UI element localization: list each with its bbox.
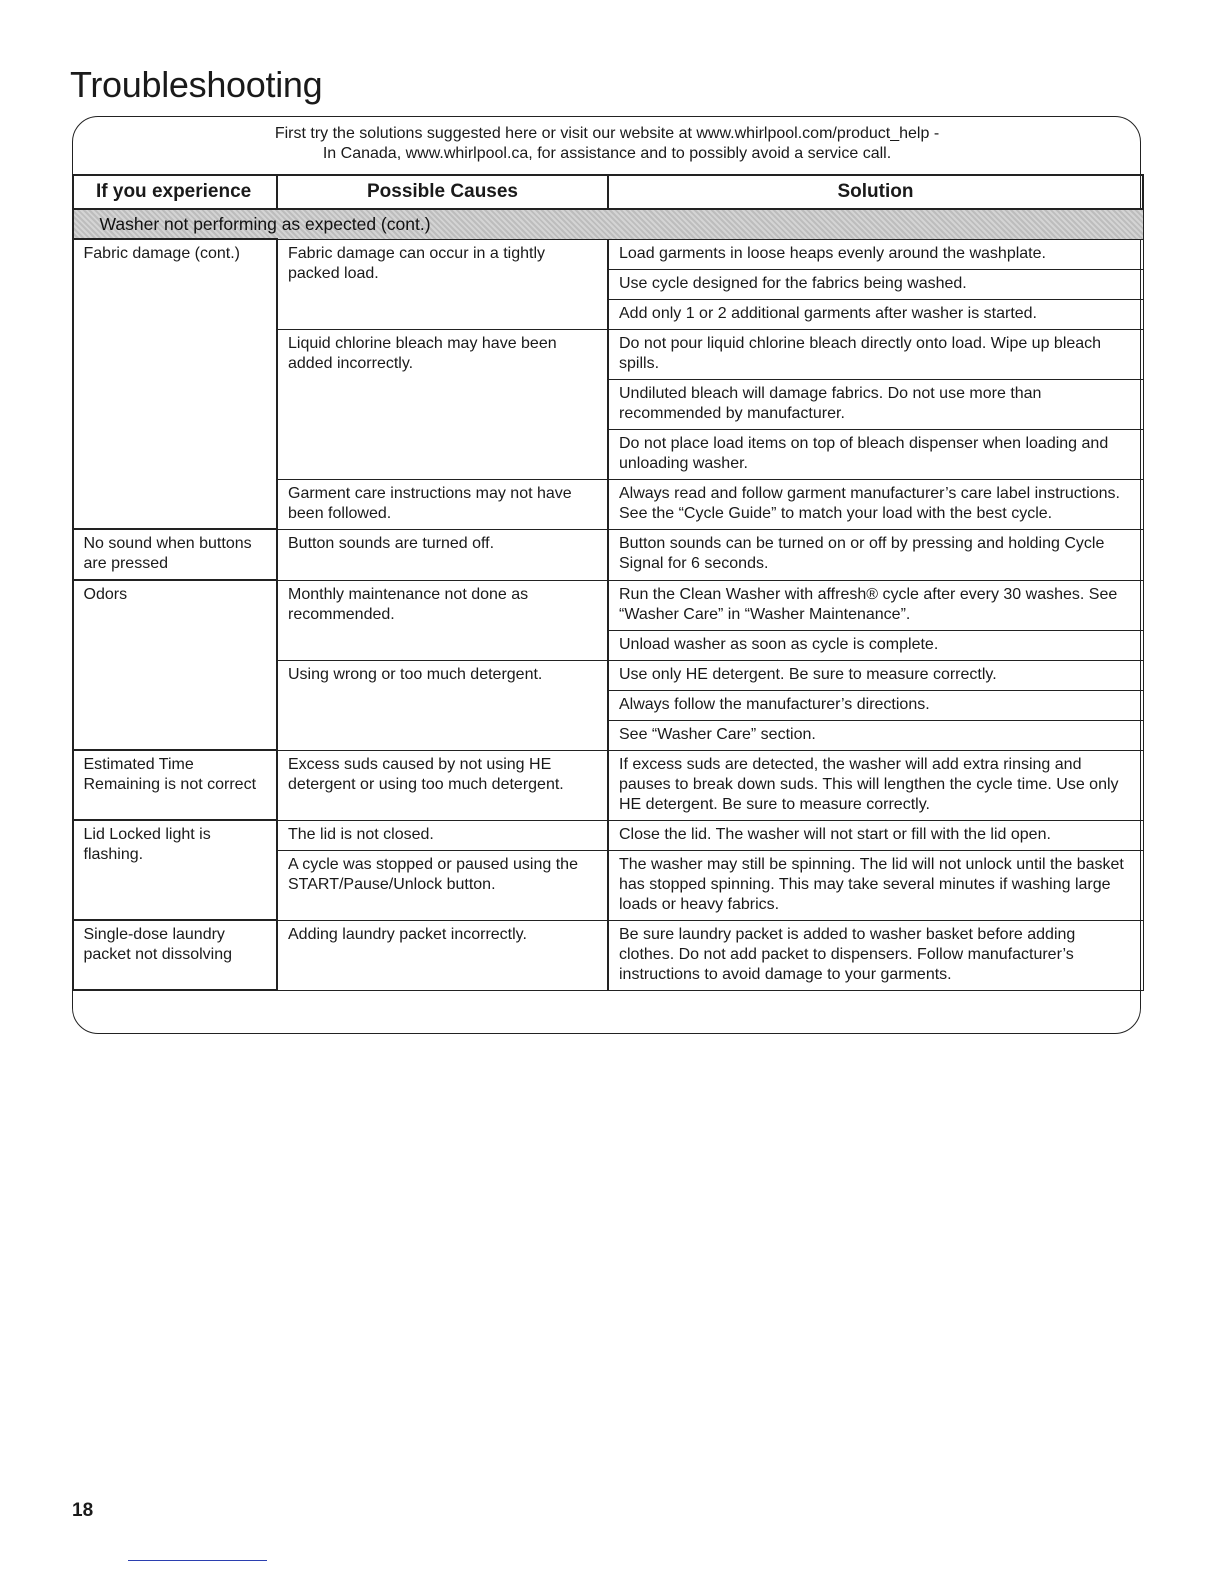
solution-cell: See “Washer Care” section. <box>608 720 1143 750</box>
table-row <box>73 239 1143 269</box>
solution-cell: Close the lid. The washer will not start or fill with the lid open. <box>608 820 1143 850</box>
header-cause: Possible Causes <box>277 175 608 209</box>
cause-cell: Adding laundry packet incorrectly. <box>277 920 608 990</box>
cause-cell: Liquid chlorine bleach may have been added incorrectly. <box>277 329 608 479</box>
solution-cell: Always read and follow garment manufacturer’s care label instructions. See the “Cycle Guide” to match your load with the best cycle. <box>608 479 1143 529</box>
cause-cell: Garment care instructions may not have been followed. <box>277 479 608 529</box>
intro-text <box>74 124 1140 164</box>
solution-cell: Add only 1 or 2 additional garments after washer is started. <box>608 299 1143 329</box>
page-title: Troubleshooting <box>70 64 323 105</box>
header-row <box>73 175 1143 209</box>
solution-cell: Button sounds can be turned on or off by pressing and holding Cycle Signal for 6 seconds. <box>608 529 1143 580</box>
problem-cell: Estimated Time Remaining is not correct <box>73 750 277 820</box>
solution-cell: Unload washer as soon as cycle is complete. <box>608 630 1143 660</box>
table-row <box>73 529 1143 580</box>
solution-cell: Undiluted bleach will damage fabrics. Do not use more than recommended by manufacturer. <box>608 379 1143 429</box>
section-row <box>73 209 1143 239</box>
solution-cell: Do not pour liquid chlorine bleach directly onto load. Wipe up bleach spills. <box>608 329 1143 379</box>
intro-line-1: First try the solutions suggested here or visit our website at www.whirlpool.com/product_help - <box>274 125 940 142</box>
troubleshooting-table <box>72 174 1144 991</box>
solution-cell: Use only HE detergent. Be sure to measure correctly. <box>608 660 1143 690</box>
table-row <box>73 820 1143 850</box>
intro-line-2: In Canada, www.whirlpool.ca, for assistance and to possibly avoid a service call. <box>322 145 892 162</box>
cause-cell: A cycle was stopped or paused using the START/Pause/Unlock button. <box>277 850 608 920</box>
cause-cell: Using wrong or too much detergent. <box>277 660 608 750</box>
problem-cell: Fabric damage (cont.) <box>73 239 277 529</box>
cause-cell: Button sounds are turned off. <box>277 529 608 580</box>
solution-cell: Run the Clean Washer with affresh® cycle after every 30 washes. See “Washer Care” in “Washer Maintenance”. <box>608 580 1143 630</box>
solution-cell: Always follow the manufacturer’s directions. <box>608 690 1143 720</box>
cause-cell: Fabric damage can occur in a tightly packed load. <box>277 239 608 329</box>
header-solution: Solution <box>608 175 1143 209</box>
cause-cell: Excess suds caused by not using HE detergent or using too much detergent. <box>277 750 608 820</box>
solution-cell: Use cycle designed for the fabrics being washed. <box>608 269 1143 299</box>
problem-cell: Odors <box>73 580 277 750</box>
problem-cell: Single-dose laundry packet not dissolving <box>73 920 277 990</box>
solution-cell: Do not place load items on top of bleach dispenser when loading and unloading washer. <box>608 429 1143 479</box>
solution-cell: The washer may still be spinning. The lid will not unlock until the basket has stopped spinning. This may take several minutes if washing large loads or heavy fabrics. <box>608 850 1143 920</box>
table-row <box>73 580 1143 630</box>
header-problem: If you experience <box>73 175 277 209</box>
problem-cell: Lid Locked light is flashing. <box>73 820 277 920</box>
solution-cell: Be sure laundry packet is added to washer basket before adding clothes. Do not add packet to dispensers. Follow manufacturer’s instructions to avoid damage to your garments. <box>608 920 1143 990</box>
table-row <box>73 920 1143 990</box>
solution-cell: If excess suds are detected, the washer will add extra rinsing and pauses to break down suds. This will lengthen the cycle time. Use only HE detergent. Be sure to measure correctly. <box>608 750 1143 820</box>
solution-cell: Load garments in loose heaps evenly around the washplate. <box>608 239 1143 269</box>
footer-rule <box>128 1560 267 1561</box>
page-number: 18 <box>72 1500 94 1521</box>
problem-cell: No sound when buttons are pressed <box>73 529 277 580</box>
table-row <box>73 750 1143 820</box>
cause-cell: The lid is not closed. <box>277 820 608 850</box>
cause-cell: Monthly maintenance not done as recommended. <box>277 580 608 660</box>
section-title: Washer not performing as expected (cont.) <box>73 209 1143 239</box>
